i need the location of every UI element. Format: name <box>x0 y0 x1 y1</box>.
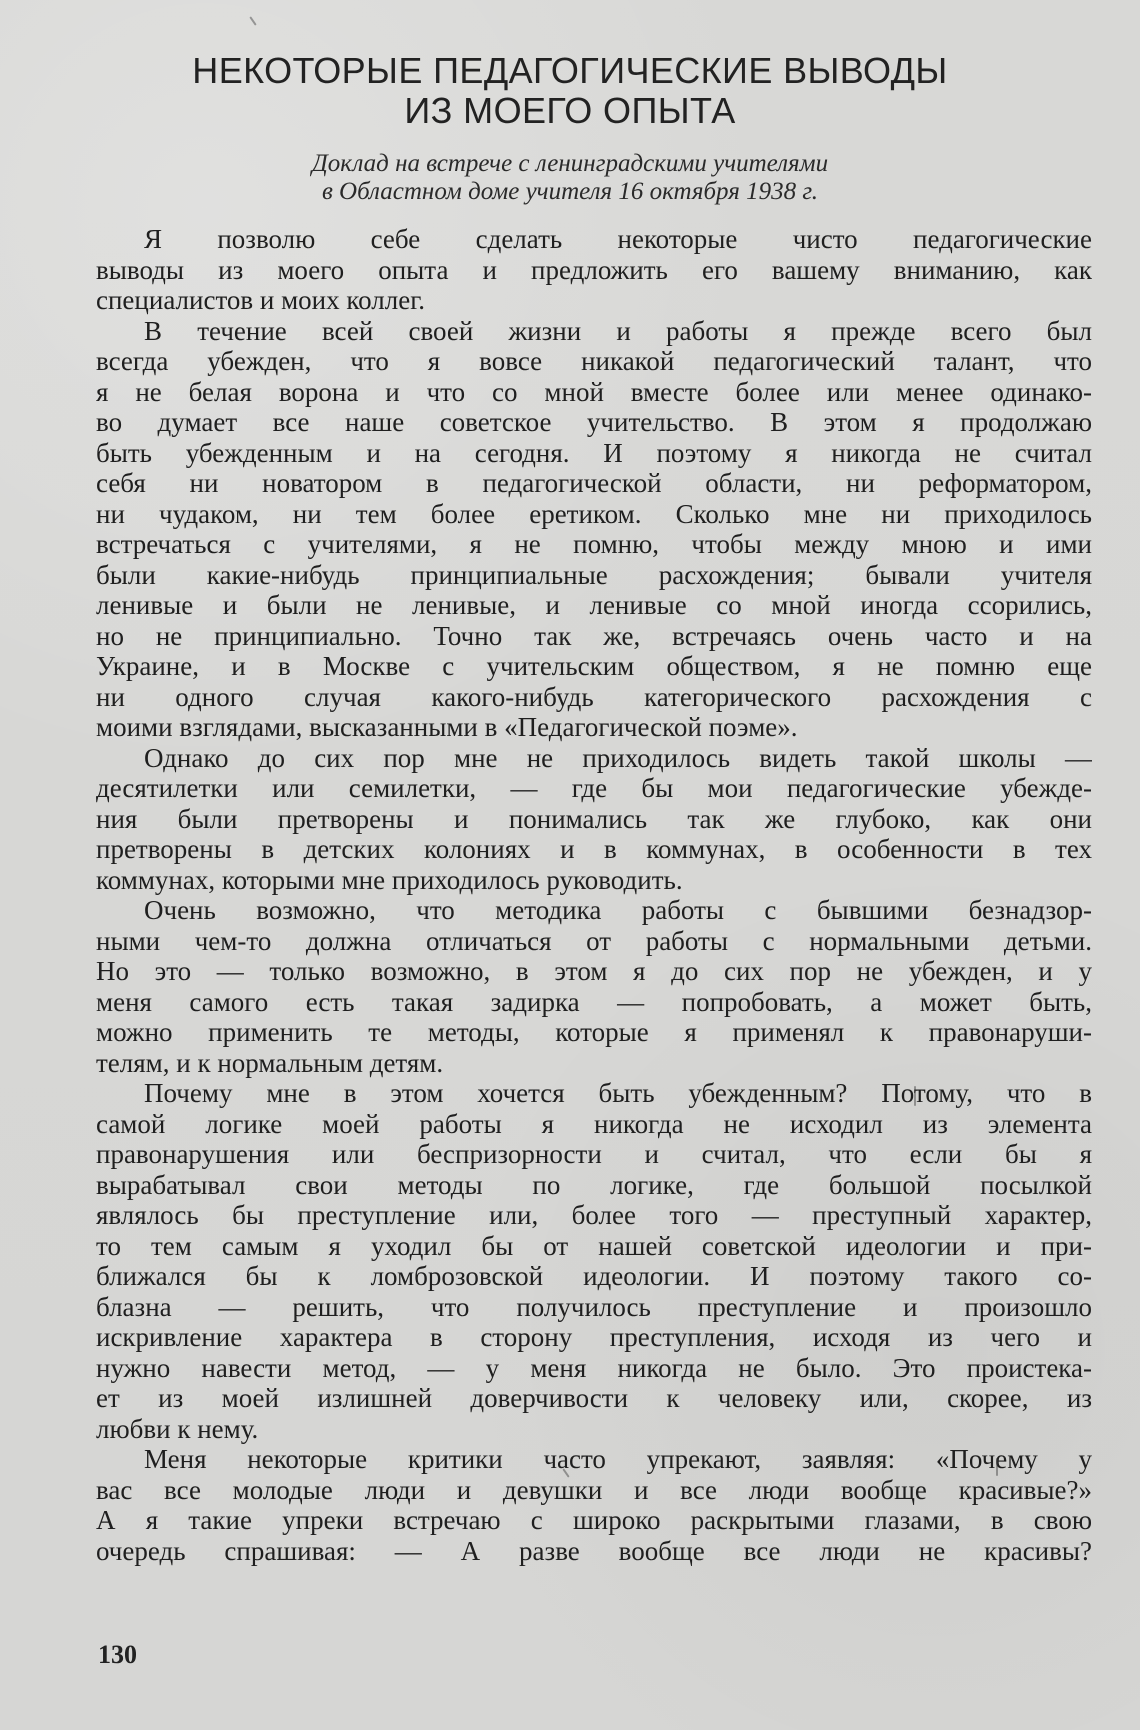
body-line: специалистов и моих коллег. <box>96 285 425 315</box>
subtitle-line-1: Доклад на встрече с ленинградскими учителями <box>311 150 829 177</box>
body-line: но не принципиально. Точно так же, встречаясь очень часто и на <box>96 620 1092 651</box>
body-line: Но это — только возможно, в этом я до сих пор не убежден, и у <box>96 956 1092 986</box>
body-line: были какие-нибудь принципиальные расхождения; бывали учителя <box>96 559 1092 590</box>
body-line: встречаться с учителями, я не помню, чтобы между мною и ими <box>96 529 1092 559</box>
paragraph-1 <box>96 224 1092 316</box>
body-line: ными чем-то должна отличаться от работы с нормальными детьми. <box>96 925 1092 956</box>
body-line: телям, и к нормальным детям. <box>96 1047 444 1078</box>
body-line: я не белая ворона и что со мной вместе более или менее одинако- <box>96 376 1092 407</box>
body-line: любви к нему. <box>96 1413 259 1444</box>
paragraph-6 <box>96 1444 1092 1566</box>
body-line: ни одного случая какого-нибудь категорического расхождения с <box>96 681 1092 712</box>
print-speck <box>914 1086 916 1106</box>
title-line-2: ИЗ МОЕГО ОПЫТА <box>404 90 736 131</box>
paragraph-3 <box>96 743 1092 896</box>
article-subtitle <box>170 150 970 206</box>
body-line: ленивые и были не ленивые, и ленивые со мной иногда ссорились, <box>96 590 1092 620</box>
body-line: во думает все наше советское учительство. В этом я продолжаю <box>96 407 1092 437</box>
body-line: ближался бы к ломброзовской идеологии. И поэтому такого со- <box>96 1261 1092 1291</box>
title-line-1: НЕКОТОРЫЕ ПЕДАГОГИЧЕСКИЕ ВЫВОДЫ <box>192 50 948 91</box>
body-line: В течение всей своей жизни и работы я прежде всего был <box>144 315 1092 346</box>
paragraph-2 <box>96 316 1092 743</box>
body-line: искривление характера в сторону преступления, исходя из чего и <box>96 1322 1092 1352</box>
body-line: выводы из моего опыта и предложить его вашему вниманию, как <box>96 254 1092 285</box>
body-line: являлось бы преступление или, более того — преступный характер, <box>96 1200 1092 1230</box>
paragraph-5 <box>96 1078 1092 1444</box>
body-line: вас все молодые люди и девушки и все люди вообще красивые?» <box>96 1474 1092 1505</box>
body-line: Очень возможно, что методика работы с бывшими безнадзор- <box>144 895 1092 925</box>
body-line: Я позволю себе сделать некоторые чисто педагогические <box>144 224 1092 254</box>
body-line: Почему мне в этом хочется быть убежденным? Потому, что в <box>144 1078 1092 1108</box>
body-line: то тем самым я уходил бы от нашей советской идеологии и при- <box>96 1230 1092 1261</box>
body-line: коммунах, которыми мне приходилось руководить. <box>96 864 683 895</box>
body-line: меня самого есть такая задирка — попробовать, а может быть, <box>96 986 1092 1017</box>
body-line: правонарушения или беспризорности и считал, что если бы я <box>96 1139 1092 1169</box>
body-line: десятилетки или семилетки, — где бы мои педагогические убежде- <box>96 773 1092 803</box>
body-line: быть убежденным и на сегодня. И поэтому я никогда не считал <box>96 437 1092 468</box>
body-line: Украине, и в Москве с учительским обществом, я не помню еще <box>96 651 1092 681</box>
body-line: ния были претворены и понимались так же глубоко, как они <box>96 803 1092 834</box>
body-line: вырабатывал свои методы по логике, где большой посылкой <box>96 1169 1092 1200</box>
page-number: 130 <box>98 1640 137 1669</box>
body-line: моими взглядами, высказанными в «Педагогической поэме». <box>96 712 798 742</box>
body-line: самой логике моей работы я никогда не исходил из элемента <box>96 1108 1092 1139</box>
body-line: всегда убежден, что я вовсе никакой педагогический талант, что <box>96 346 1092 376</box>
body-line: ет из моей излишней доверчивости к человеку или, скорее, из <box>96 1383 1092 1413</box>
body-line: нужно навести метод, — у меня никогда не было. Это проистека- <box>96 1352 1092 1383</box>
body-line: очередь спрашивая: — А разве вообще все люди не красивы? <box>96 1535 1092 1566</box>
article-body <box>96 224 1092 1566</box>
article-title <box>120 51 1020 131</box>
body-line: А я такие упреки встречаю с широко раскрытыми глазами, в свою <box>96 1505 1092 1535</box>
body-line: себя ни новатором в педагогической области, ни реформатором, <box>96 468 1092 498</box>
body-line: Меня некоторые критики часто упрекают, заявляя: «Почему у <box>144 1444 1092 1474</box>
print-speck <box>996 1458 998 1476</box>
body-line: претворены в детских колониях и в коммунах, в особенности в тех <box>96 834 1092 864</box>
body-line: ни чудаком, ни тем более еретиком. Сколько мне ни приходилось <box>96 498 1092 529</box>
paragraph-4 <box>96 895 1092 1078</box>
subtitle-line-2: в Областном доме учителя 16 октября 1938 г. <box>321 178 819 205</box>
print-speck <box>249 16 256 25</box>
body-line: блазна — решить, что получилось преступление и произошло <box>96 1291 1092 1322</box>
body-line: Однако до сих пор мне не приходилось видеть такой школы — <box>144 742 1092 773</box>
body-line: можно применить те методы, которые я применял к правонаруши- <box>96 1017 1092 1047</box>
